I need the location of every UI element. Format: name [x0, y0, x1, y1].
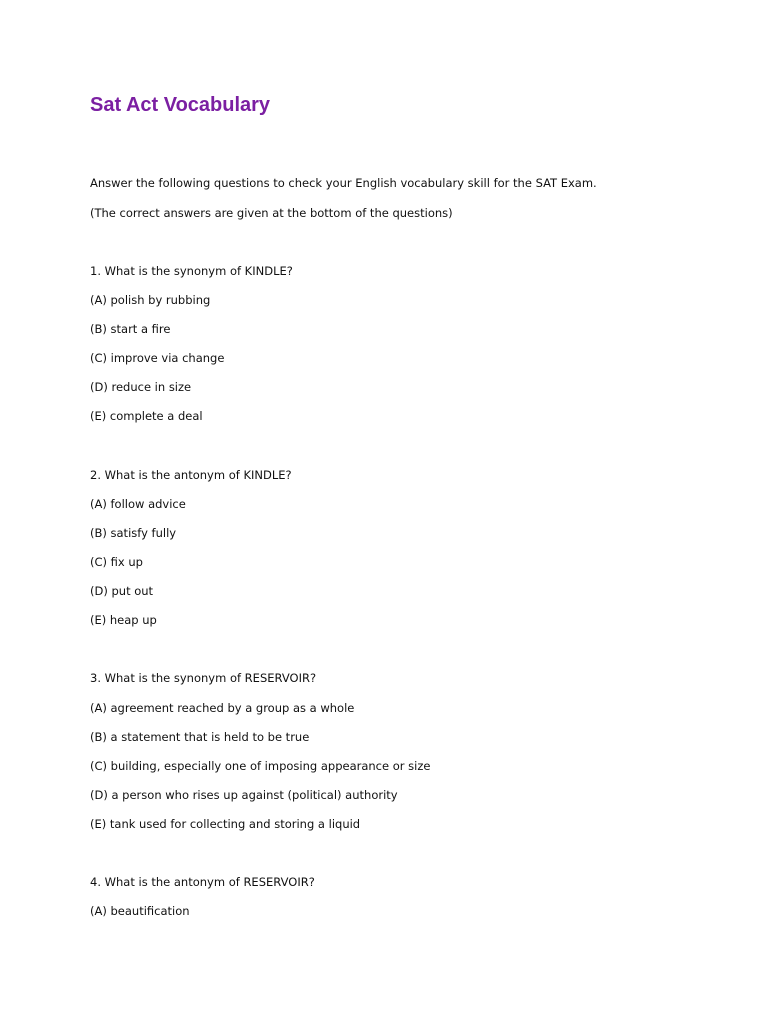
question-3-option-a: (A) agreement reached by a group as a whole [90, 701, 355, 715]
question-3-option-b: (B) a statement that is held to be true [90, 730, 310, 744]
question-2: 2. What is the antonym of KINDLE? [90, 468, 292, 482]
question-3: 3. What is the synonym of RESERVOIR? [90, 671, 317, 685]
question-1-option-c: (C) improve via change [90, 351, 225, 365]
intro-note: (The correct answers are given at the bottom of the questions) [90, 206, 453, 220]
question-4: 4. What is the antonym of RESERVOIR? [90, 875, 315, 889]
question-3-option-e: (E) tank used for collecting and storing a liquid [90, 817, 361, 831]
intro-line: Answer the following questions to check your English vocabulary skill for the SAT Exam. [90, 176, 597, 190]
question-1-option-d: (D) reduce in size [90, 380, 192, 394]
question-2-option-d: (D) put out [90, 584, 154, 598]
question-1-option-b: (B) start a fire [90, 322, 171, 336]
question-3-option-c: (C) building, especially one of imposing appearance or size [90, 759, 431, 773]
question-1-option-a: (A) polish by rubbing [90, 293, 211, 307]
question-1: 1. What is the synonym of KINDLE? [90, 264, 293, 278]
question-2-option-e: (E) heap up [90, 613, 157, 627]
question-2-option-b: (B) satisfy fully [90, 526, 177, 540]
question-4-option-a: (A) beautification [90, 904, 190, 918]
question-2-option-a: (A) follow advice [90, 497, 186, 511]
page-title: Sat Act Vocabulary [90, 94, 271, 116]
question-1-option-e: (E) complete a deal [90, 409, 203, 423]
question-3-option-d: (D) a person who rises up against (political) authority [90, 788, 398, 802]
question-2-option-c: (C) fix up [90, 555, 143, 569]
